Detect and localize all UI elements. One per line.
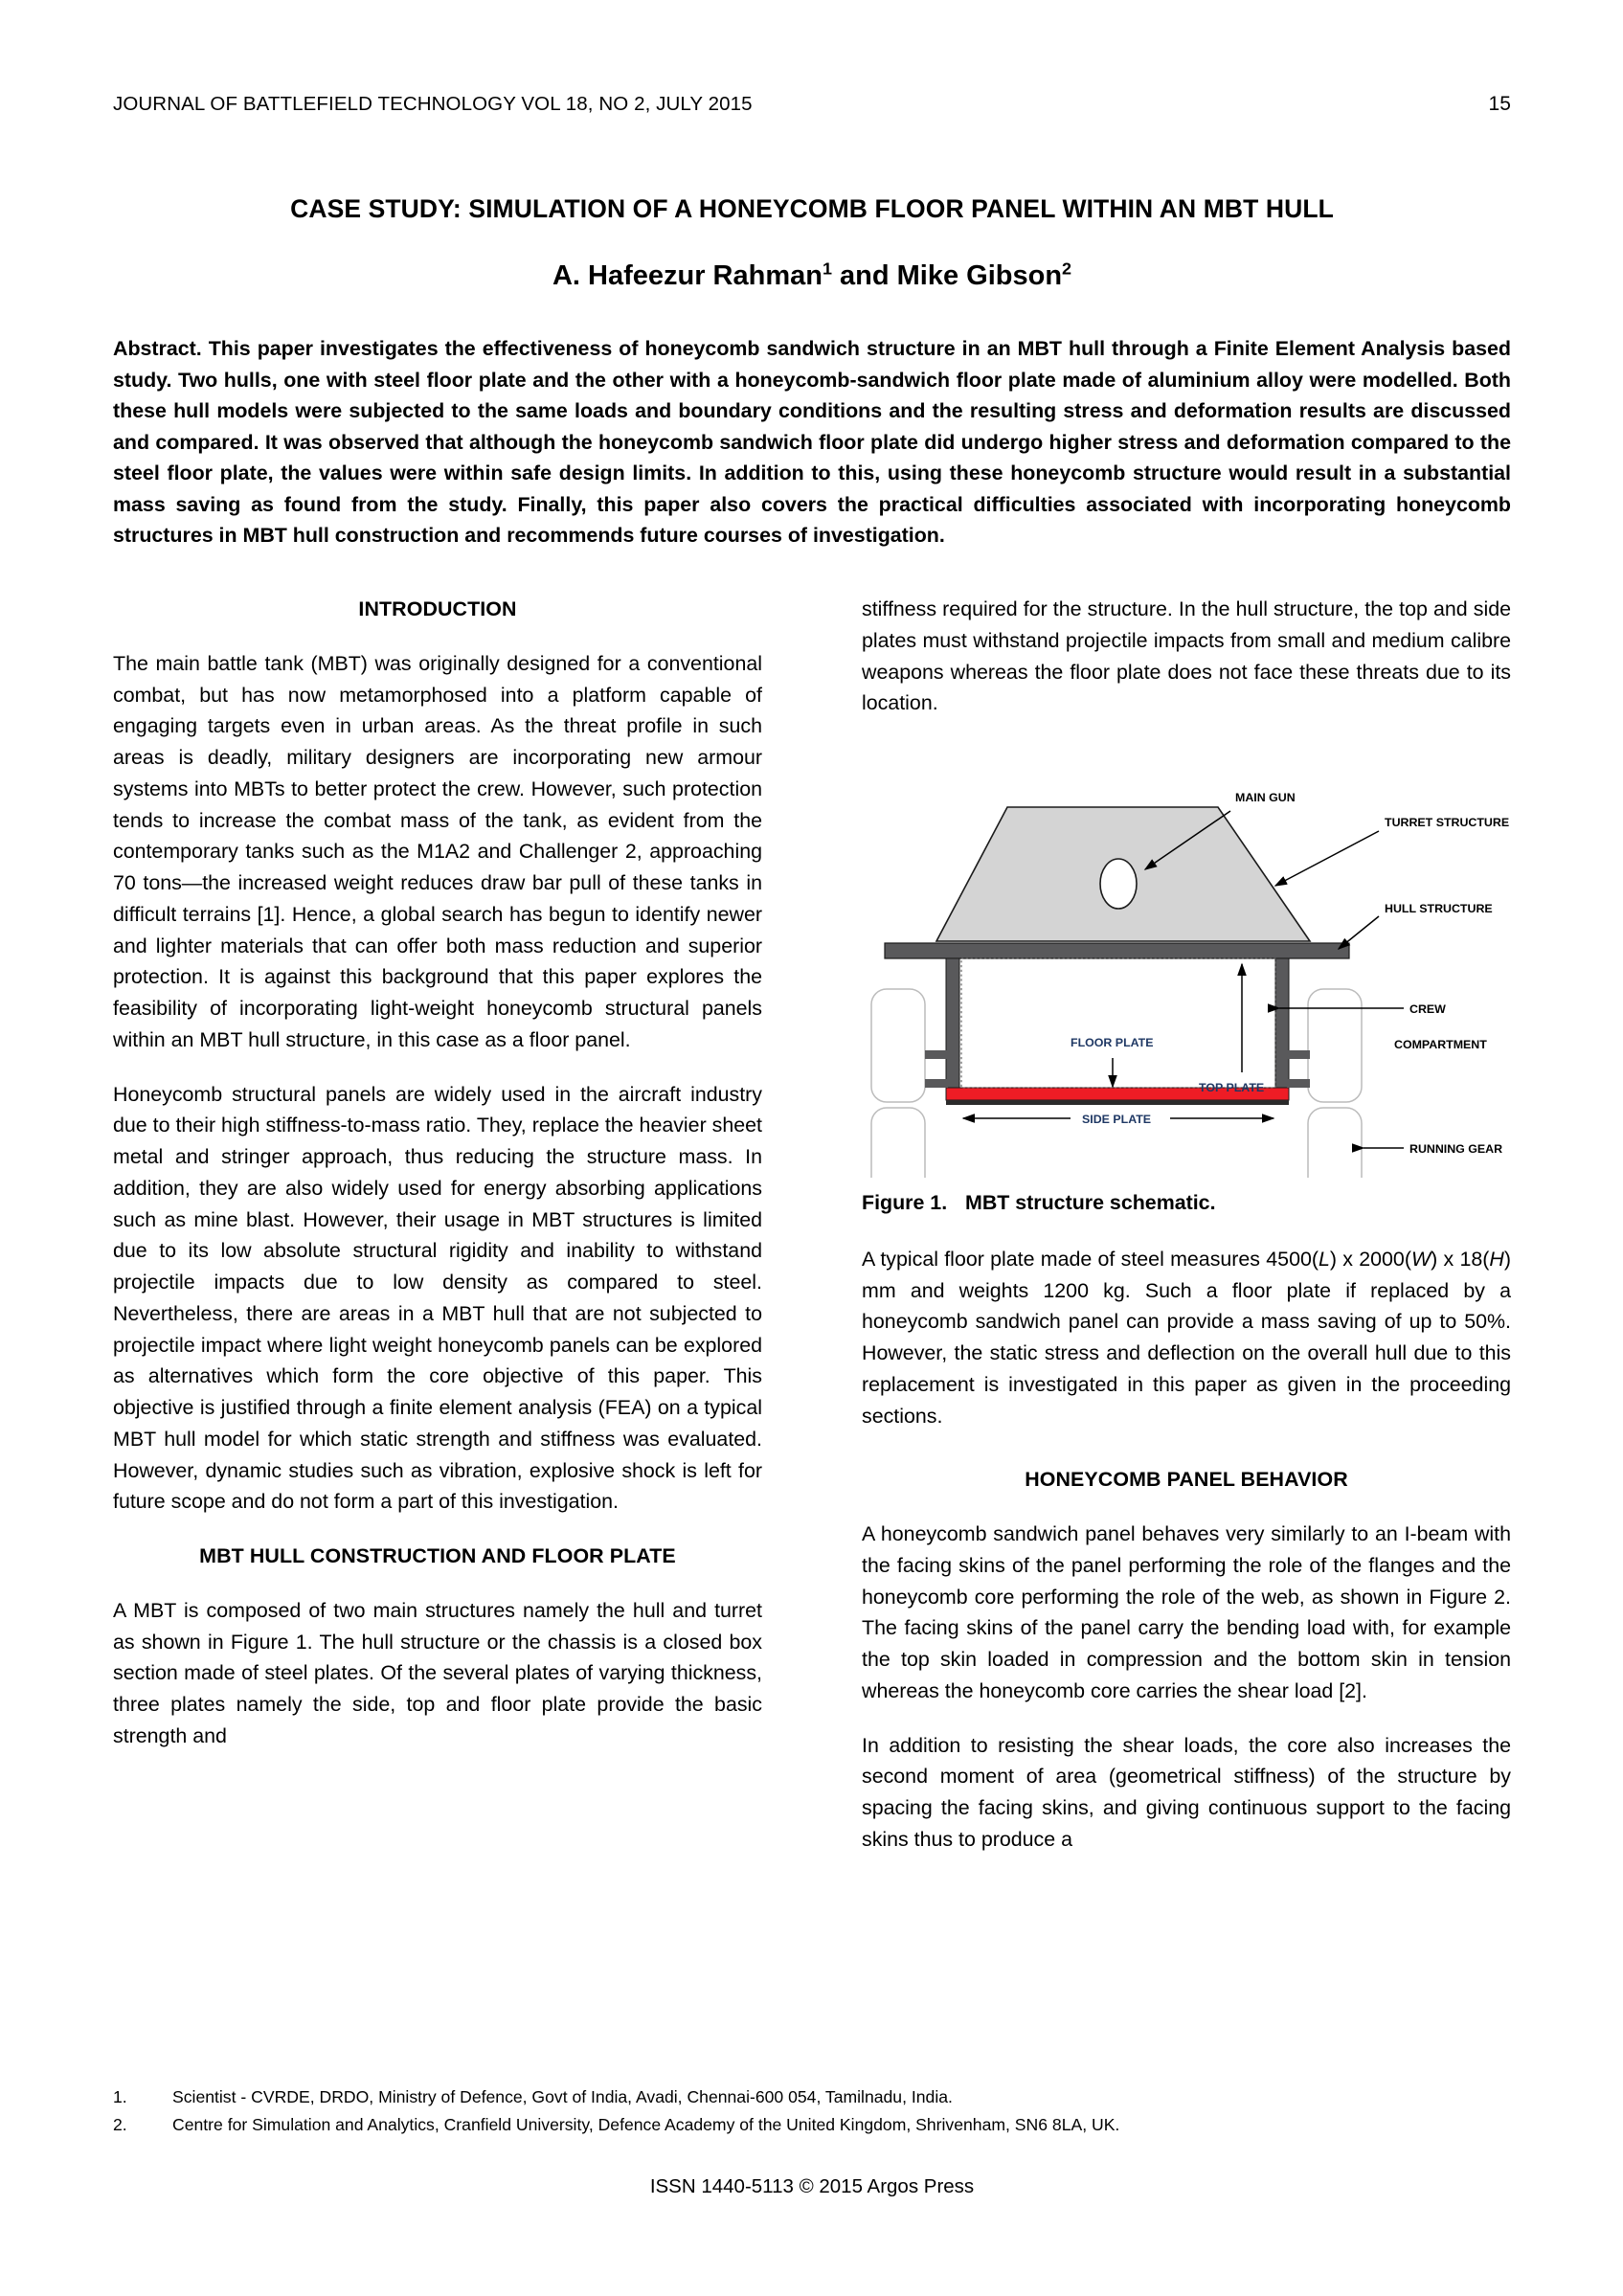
figure-1-mbt-schematic bbox=[862, 742, 1511, 1178]
paragraph-intro-2: Honeycomb structural panels are widely used in the aircraft industry due to their high stiffness-to-mass ratio. They, replace the heavier sheet metal and stringer approach, thus reducing the structure mass. In addition, they are also widely used for energy absorbing applications such as mine blast. However, their usage in MBT structures is limited due to its low absolute structural rigidity and inability to withstand projectile impacts due to low density as compared to steel. Nevertheless, there are areas in a MBT hull that are not subjected to projectile impact where light weight honeycomb panels can be explored as alternatives which form the core objective of this paper. This objective is justified through a finite element analysis (FEA) on a typical MBT hull model for which static strength and stiffness was evaluated. However, dynamic studies such as vibration, explosive shock is left for future scope and do not form a part of this investigation. bbox=[113, 1082, 762, 1514]
floor-plate-dims-mid2: ) x 18( bbox=[1431, 1247, 1490, 1271]
dim-width-symbol: W bbox=[1410, 1247, 1431, 1271]
hull-right-side-plate bbox=[1275, 958, 1289, 1100]
paragraph-honeycomb-2: In addition to resisting the shear loads, the core also increases the second moment of area (geometrical stiffness) of the structure by spacing the facing skins, and giving continuous support to the facing skins thus to produce a bbox=[862, 1733, 1511, 1851]
mbt-schematic-drawing bbox=[862, 742, 1511, 1178]
running-gear-left-lower bbox=[871, 1108, 925, 1178]
paragraph-honeycomb-1: A honeycomb sandwich panel behaves very similarly to an I-beam with the facing skins of the panel performing the role of the flanges and the honeycomb core performing the role of the web, as shown in Figure 2. The facing skins of the panel carry the bending load with, for example the top skin loaded in compression and the bottom skin in tension whereas the honeycomb core carries the shear load [2]. bbox=[862, 1522, 1511, 1702]
footnote-number: 1. bbox=[113, 2087, 127, 2106]
page-content bbox=[113, 0, 1511, 2296]
section-heading-hull-construction: MBT HULL CONSTRUCTION AND FLOOR PLATE bbox=[199, 1544, 676, 1567]
dim-height-symbol: H bbox=[1489, 1247, 1504, 1271]
floor-plate-dims-mid1: ) x 2000( bbox=[1329, 1247, 1411, 1271]
page-number: 15 bbox=[1488, 93, 1511, 115]
abstract-block bbox=[113, 333, 1511, 551]
paragraph-hull-1: A MBT is composed of two main structures namely the hull and turret as shown in Figure 1. The hull structure or the chassis is a closed box section made of steel plates. Of the several plates of varying thickness, three plates namely the side, top and floor plate provide the basic strength and bbox=[113, 1598, 762, 1747]
main-gun-opening bbox=[1100, 859, 1137, 909]
label-turret-structure: TURRET STRUCTURE bbox=[1385, 816, 1510, 829]
footnote-number: 2. bbox=[113, 2114, 127, 2134]
journal-title: JOURNAL OF BATTLEFIELD TECHNOLOGY VOL 18, NO 2, JULY 2015 bbox=[113, 93, 753, 115]
hull-floor-plate-base bbox=[946, 1100, 1289, 1105]
label-main-gun: MAIN GUN bbox=[1235, 791, 1296, 804]
section-heading-honeycomb-behavior: HONEYCOMB PANEL BEHAVIOR bbox=[1025, 1468, 1348, 1492]
section-heading-introduction: INTRODUCTION bbox=[358, 597, 517, 620]
label-hull-structure: HULL STRUCTURE bbox=[1385, 902, 1493, 915]
running-head bbox=[113, 93, 1511, 116]
page-title: CASE STUDY: SIMULATION OF A HONEYCOMB FLOOR PANEL WITHIN AN MBT HULL bbox=[290, 194, 1334, 223]
abstract-label: Abstract. bbox=[113, 337, 202, 360]
label-top-plate: TOP PLATE bbox=[1199, 1081, 1265, 1094]
hull-top-plate bbox=[885, 943, 1349, 958]
figure-1-number: Figure 1. bbox=[862, 1191, 948, 1214]
figure-1-caption-text: MBT structure schematic. bbox=[965, 1191, 1216, 1214]
footnote-item bbox=[113, 2083, 1511, 2111]
footnotes-block bbox=[113, 2083, 1511, 2138]
footnote-text: Scientist - CVRDE, DRDO, Ministry of Defence, Govt of India, Avadi, Chennai-600 054, Tamilnadu, India. bbox=[172, 2087, 953, 2106]
left-column bbox=[113, 594, 762, 1752]
label-crew: CREW bbox=[1409, 1002, 1446, 1016]
hull-structure-leader-line bbox=[1339, 916, 1379, 949]
floor-plate-dims-prefix: A typical floor plate made of steel measures 4500( bbox=[862, 1247, 1319, 1271]
running-gear-left-upper bbox=[871, 989, 925, 1102]
label-running-gear: RUNNING GEAR bbox=[1409, 1142, 1503, 1156]
running-gear-right-lower bbox=[1308, 1108, 1362, 1178]
paragraph-intro-1: The main battle tank (MBT) was originally designed for a conventional combat, but has now metamorphosed into a platform capable of engaging targets even in urban areas. As the threat profile in such areas is deadly, military designers are incorporating new armour systems into MBTs to better protect the crew. However, such protection tends to increase the combat mass of the tank, as evident from the contemporary tanks such as the M1A2 and Challenger 2, approaching 70 tons—the increased weight reduces draw bar pull of these tanks in difficult terrains [1]. Hence, a global search has begun to identify newer and lighter materials that can offer both mass reduction and superior protection. It is against this background that this paper explores the feasibility of incorporating light-weight honeycomb structural panels within an MBT hull structure, in this case as a floor panel. bbox=[113, 651, 762, 1051]
crew-compartment-outline bbox=[961, 958, 1275, 1088]
label-compartment: COMPARTMENT bbox=[1394, 1038, 1487, 1051]
dim-length-symbol: L bbox=[1318, 1247, 1330, 1271]
abstract-text: This paper investigates the effectiveness of honeycomb sandwich structure in an MBT hull through a Finite Element Analysis based study. Two hulls, one with steel floor plate and the other with a honeycomb-sandwich floor plate made of aluminium alloy were modelled. Both these hull models were subjected to the same loads and boundary conditions and the resulting stress and deformation results are discussed and compared. It was observed that although the honeycomb sandwich floor plate did undergo higher stress and deformation compared to the steel floor plate, the values were within safe design limits. In addition to this, using these honeycomb structure would result in a substantial mass saving as found from the study. Finally, this paper also covers the practical difficulties associated with incorporating honeycomb structures in MBT hull construction and recommends future courses of investigation. bbox=[113, 337, 1511, 548]
author-two-affiliation-marker: 2 bbox=[1062, 259, 1072, 279]
axle-left bbox=[925, 1050, 948, 1059]
hull-left-side-plate bbox=[946, 958, 959, 1100]
author-conjunction: and bbox=[831, 260, 897, 291]
author-line bbox=[113, 260, 1511, 292]
paragraph-right-1: stiffness required for the structure. In the hull structure, the top and side plates must withstand projectile impacts from small and medium calibre weapons whereas the floor plate does not face these threats due to its location. bbox=[862, 597, 1511, 715]
label-side-plate: SIDE PLATE bbox=[1082, 1113, 1152, 1126]
figure-1-caption bbox=[862, 1187, 1511, 1219]
footer-issn: ISSN 1440-5113 © 2015 Argos Press bbox=[649, 2175, 975, 2197]
label-floor-plate: FLOOR PLATE bbox=[1071, 1036, 1154, 1049]
running-gear-right-upper bbox=[1308, 989, 1362, 1102]
floor-plate-dims-suffix: ) mm and weights 1200 kg. Such a floor plate if replaced by a honeycomb sandwich panel can provide a mass saving of up to 50%. However, the static stress and deflection on the overall hull due to this replacement is investigated in this paper as given in the proceeding sections. bbox=[862, 1247, 1511, 1428]
right-column bbox=[862, 594, 1511, 1856]
axle-left-lower bbox=[925, 1079, 948, 1088]
axle-right bbox=[1287, 1050, 1310, 1059]
author-one-name: A. Hafeezur Rahman bbox=[552, 260, 823, 291]
turret-structure-leader-line bbox=[1275, 831, 1379, 886]
footnote-text: Centre for Simulation and Analytics, Cranfield University, Defence Academy of the United Kingdom, Shrivenham, SN6 8LA, UK. bbox=[172, 2114, 1120, 2134]
author-one-affiliation-marker: 1 bbox=[822, 259, 832, 279]
author-two-name: Mike Gibson bbox=[896, 260, 1063, 291]
axle-right-lower bbox=[1287, 1079, 1310, 1088]
paragraph-right-2 bbox=[862, 1244, 1511, 1432]
footnote-item bbox=[113, 2111, 1511, 2139]
